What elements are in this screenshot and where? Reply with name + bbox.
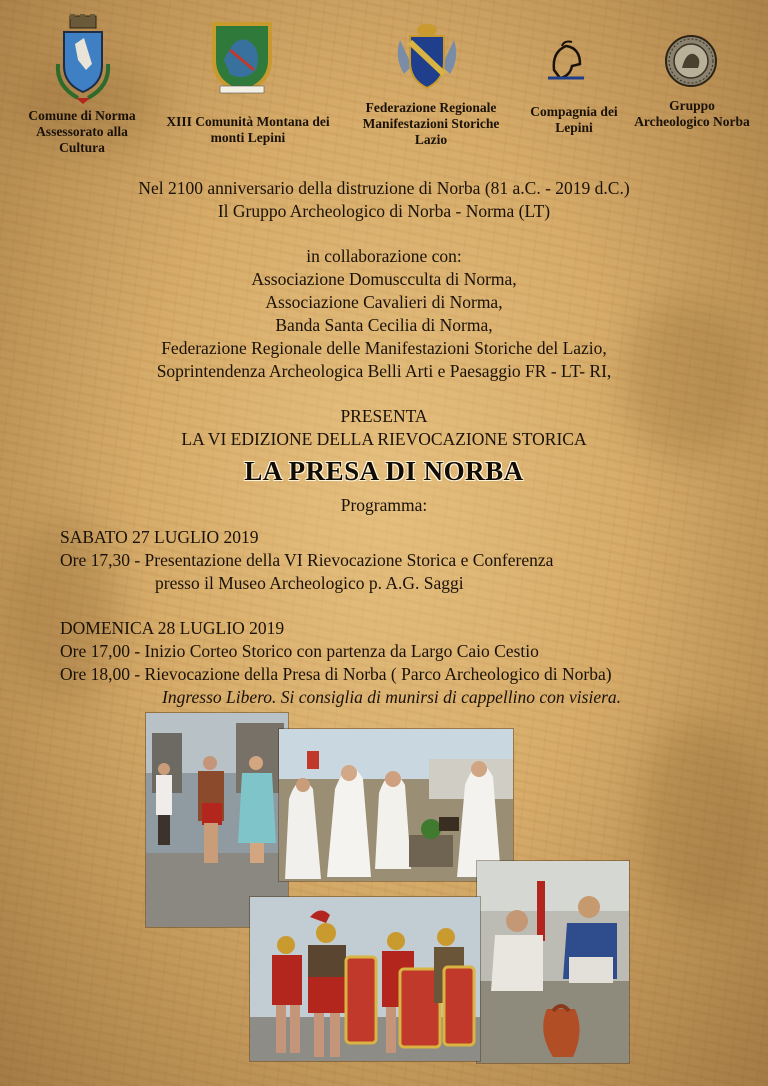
partner-line: Soprintendenza Archeologica Belli Arti e Paesaggio FR - LT- RI, [156, 361, 612, 381]
collaboration-heading: in collaborazione con: [306, 246, 462, 266]
caption-line: Federazione Regionale [365, 100, 497, 115]
presents-line: PRESENTA [340, 406, 428, 426]
day2-event-rievocazione: Ore 18,00 - Rievocazione della Presa di Norba ( Parco Archeologico di Norba) [60, 664, 612, 684]
comunita-montana-crest-icon [210, 20, 274, 96]
logo-caption-comunita [158, 114, 338, 146]
day2-event-corteo: Ore 17,00 - Inizio Corteo Storico con partenza da Largo Caio Cestio [60, 641, 539, 661]
gruppo-archeologico-seal-icon [664, 34, 718, 88]
organizer-line: Il Gruppo Archeologico di Norba - Norma (LT) [217, 201, 551, 221]
partner-line: Associazione Domuscculta di Norma, [251, 269, 517, 289]
caption-line: Compagnia dei [530, 104, 618, 119]
caption-line: monti Lepini [210, 130, 286, 145]
caption-line: Assessorato alla [36, 124, 128, 139]
partner-line: Associazione Cavalieri di Norma, [265, 292, 503, 312]
caption-line: Gruppo [669, 98, 715, 113]
edition-line: LA VI EDIZIONE DELLA RIEVOCAZIONE STORICA [181, 429, 587, 449]
caption-line: Manifestazioni Storiche [362, 116, 500, 131]
day1-location: presso il Museo Archeologico p. A.G. Saggi [155, 573, 464, 593]
logo-caption-comune [12, 108, 152, 156]
federazione-regionale-crest-icon [394, 22, 460, 92]
caption-line: Lazio [414, 132, 448, 147]
caption-line: XIII Comunità Montana dei [166, 114, 330, 129]
entry-note: Ingresso Libero. Si consiglia di munirsi di cappellino con visiera. [162, 687, 622, 707]
partner-line: Banda Santa Cecilia di Norma, [275, 315, 493, 335]
photo-roman-soldiers [249, 896, 481, 1062]
caption-line: Comune di Norma [28, 108, 136, 123]
parchment-stain [640, 720, 760, 920]
day2-date: DOMENICA 28 LUGLIO 2019 [60, 618, 285, 638]
event-title: LA PRESA DI NORBA [244, 456, 524, 486]
logo-caption-gruppo [620, 98, 764, 130]
caption-line: Lepini [555, 120, 593, 135]
caption-line: Cultura [59, 140, 105, 155]
partner-line: Federazione Regionale delle Manifestazioni Storiche del Lazio, [161, 338, 607, 358]
comune-norma-crest-icon [48, 14, 118, 108]
anniversary-line: Nel 2100 anniversario della distruzione di Norba (81 a.C. - 2019 d.C.) [138, 178, 630, 198]
caption-line: Archeologico Norba [634, 114, 750, 129]
compagnia-lepini-helmet-icon [546, 40, 586, 84]
photo-priestesses-ritual [278, 728, 514, 882]
logo-caption-compagnia [512, 104, 636, 136]
day1-event: Ore 17,30 - Presentazione della VI Rievocazione Storica e Conferenza [60, 550, 554, 570]
day1-date: SABATO 27 LUGLIO 2019 [60, 527, 259, 547]
photo-women-crafts [476, 860, 630, 1064]
logo-caption-federazione [348, 100, 514, 148]
programma-heading: Programma: [340, 495, 428, 515]
